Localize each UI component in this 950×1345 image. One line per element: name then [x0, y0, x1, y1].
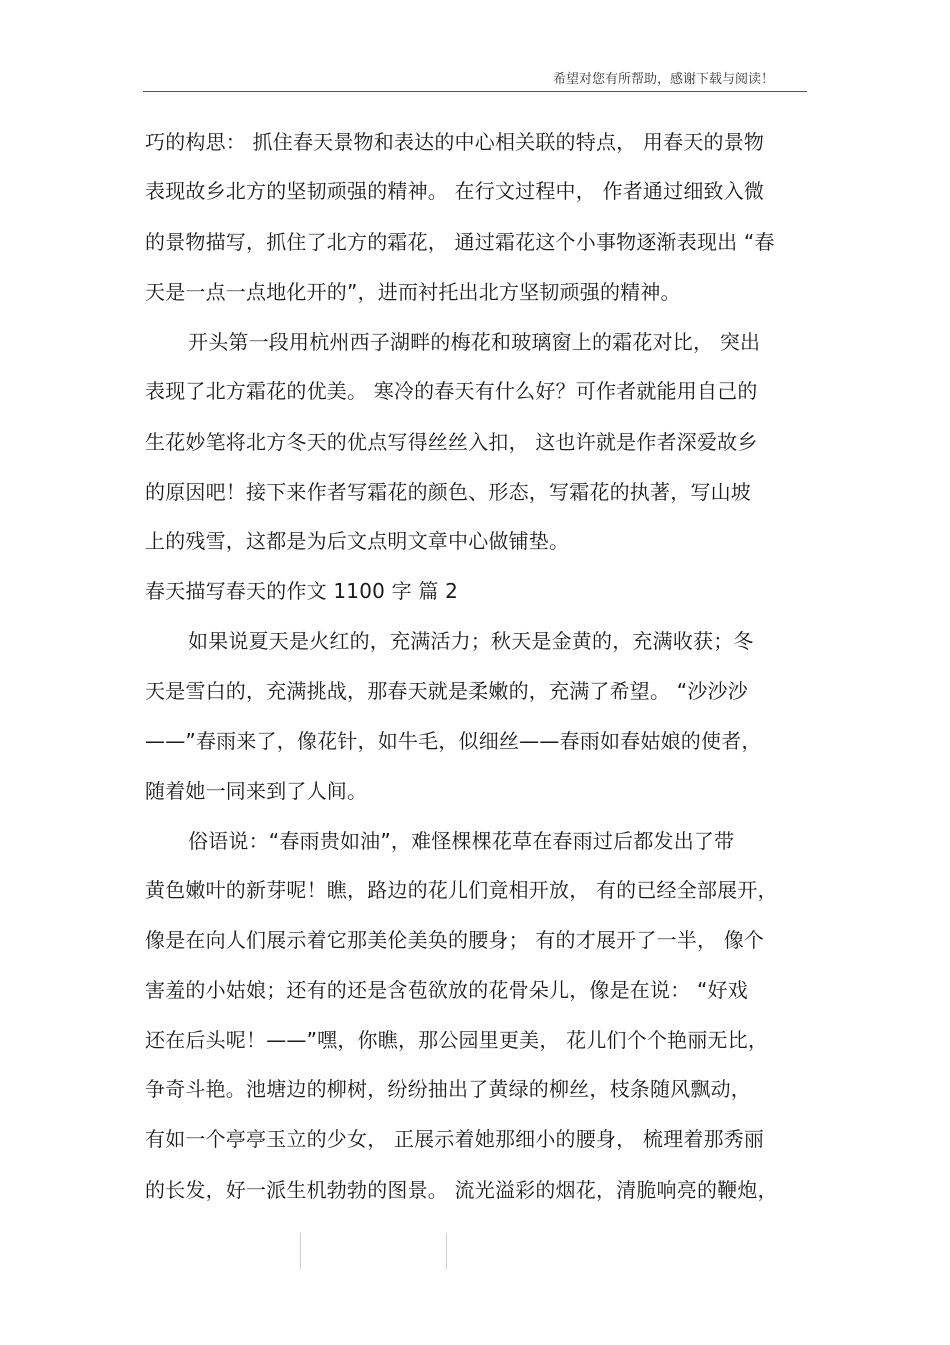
text-line: 害羞的小姑娘；还有的还是含苞欲放的花骨朵儿，像是在说： “好戏 — [145, 978, 748, 1002]
text-line: ——”春雨来了，像花针，如牛毛，似细丝——春雨如春姑娘的使者， — [145, 729, 762, 753]
text-line: 开头第一段用杭州西子湖畔的梅花和玻璃窗上的霜花对比， 突出 — [188, 330, 761, 354]
text-line: 表现了北方霜花的优美。 寒冷的春天有什么好？可作者就能用自己的 — [145, 379, 758, 403]
text-line: 天是雪白的，充满挑战，那春天就是柔嫩的，充满了希望。 “沙沙沙 — [145, 679, 748, 703]
text-line: 的长发，好一派生机勃勃的图景。 流光溢彩的烟花，清脆响亮的鞭炮， — [145, 1178, 778, 1202]
text-line: 表现故乡北方的坚韧顽强的精神。 在行文过程中， 作者通过细致入微 — [145, 179, 765, 203]
footer-divider-right — [446, 1233, 447, 1269]
text-line: 上的残雪，这都是为后文点明文章中心做铺垫。 — [145, 529, 570, 553]
text-line: 天是一点一点地化开的”，进而衬托出北方坚韧顽强的精神。 — [145, 280, 681, 304]
text-line: 生花妙笔将北方冬天的优点写得丝丝入扣， 这也许就是作者深爱故乡 — [145, 430, 758, 454]
text-line: 像是在向人们展示着它那美伦美奂的腰身； 有的才展开了一半， 像个 — [145, 928, 765, 952]
text-line: 的景物描写，抓住了北方的霜花， 通过霜花这个小事物逐渐表现出 “春 — [145, 230, 775, 254]
text-line: 的原因吧！接下来作者写霜花的颜色、形态，写霜花的执著，写山坡 — [145, 480, 751, 504]
text-line: 如果说夏天是火红的，充满活力；秋天是金黄的，充满收获；冬 — [188, 629, 754, 653]
text-line: 随着她一同来到了人间。 — [145, 779, 368, 803]
text-line: 巧的构思： 抓住春天景物和表达的中心相关联的特点， 用春天的景物 — [145, 130, 765, 154]
text-line: 争奇斗艳。池塘边的柳树，纷纷抽出了黄绿的柳丝，枝条随风飘动， — [145, 1077, 751, 1101]
section-heading: 春天描写春天的作文 1100 字 篇 2 — [145, 579, 459, 603]
text-line: 俗语说：“春雨贵如油”，难怪棵棵花草在春雨过后都发出了带 — [188, 829, 735, 853]
text-line: 还在后头呢！——”嘿，你瞧，那公园里更美， 花儿们个个艳丽无比， — [145, 1028, 769, 1052]
text-line: 黄色嫩叶的新芽呢！瞧，路边的花儿们竟相开放， 有的已经全部展开， — [145, 878, 778, 902]
footer-divider-left — [300, 1233, 301, 1269]
header-note: 希望对您有所帮助，感谢下载与阅读！ — [552, 72, 774, 87]
text-line: 有如一个亭亭玉立的少女， 正展示着她那细小的腰身， 梳理着那秀丽 — [145, 1127, 765, 1151]
header-divider — [143, 91, 807, 92]
